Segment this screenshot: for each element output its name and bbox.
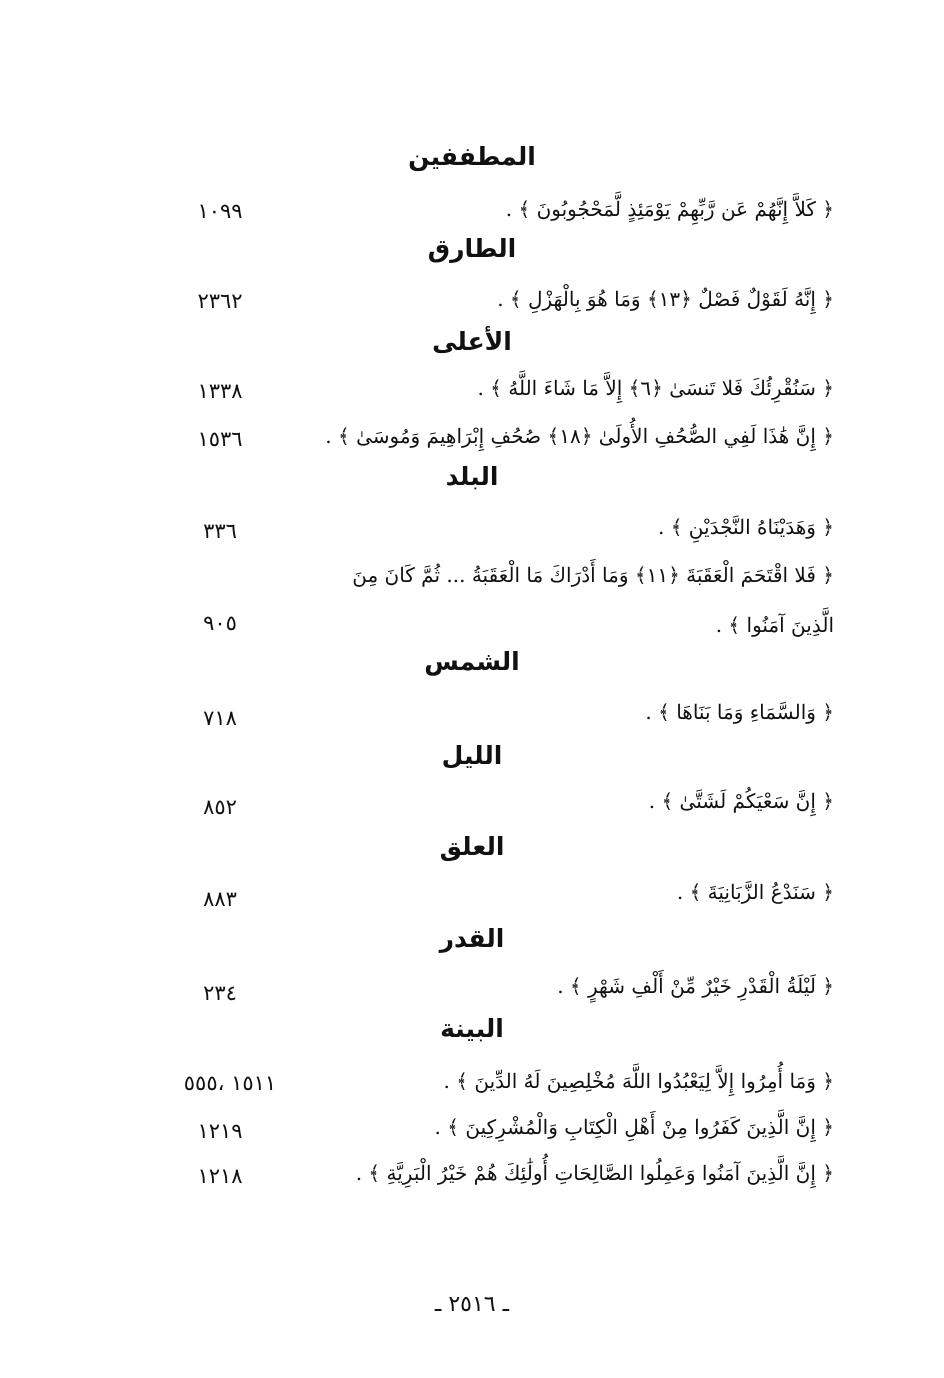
verse-text: ﴿ وَهَدَيْنَاهُ النَّجْدَيْنِ ﴾ .: [658, 515, 834, 539]
verse-text: ﴿ سَنُقْرِئُكَ فَلا تَنسَىٰ ﴿٦﴾ إِلاَّ مَا شَاءَ اللَّهُ ﴾ .: [477, 376, 834, 400]
surah-heading: الطارق: [427, 234, 517, 263]
surah-heading: الأعلى: [432, 327, 512, 356]
reference-number: ٨٨٣: [203, 887, 237, 911]
reference-number: ٢٣٤: [203, 981, 237, 1005]
verse-text: ﴿ إِنَّ الَّذِينَ آمَنُوا وَعَمِلُوا الصَّالِحَاتِ أُولَٰئِكَ هُمْ خَيْرُ الْبَرِيَّةِ ﴾ .: [355, 1161, 834, 1185]
reference-number: ١٣٣٨: [197, 379, 243, 403]
surah-heading: الليل: [441, 741, 503, 770]
verse-text: ﴿ فَلا اقْتَحَمَ الْعَقَبَةَ ﴿١١﴾ وَمَا أَدْرَاكَ مَا الْعَقَبَةُ ... ثُمَّ كَانَ مِنَ الَّذِينَ آمَنُوا ﴾ .: [352, 563, 834, 637]
verse-text: ﴿ إِنَّ هَٰذَا لَفِي الصُّحُفِ الأُولَىٰ ﴿١٨﴾ صُحُفِ إِبْرَاهِيمَ وَمُوسَىٰ ﴾ .: [325, 424, 834, 448]
surah-heading: المطففين: [408, 142, 536, 171]
verse-text: ﴿ لَيْلَةُ الْقَدْرِ خَيْرٌ مِّنْ أَلْفِ شَهْرٍ ﴾ .: [557, 974, 834, 998]
reference-number: ٨٥٢: [203, 795, 237, 819]
reference-number: ٣٣٦: [203, 519, 237, 543]
verse-text: ﴿ سَنَدْعُ الزَّبَانِيَةَ ﴾ .: [676, 880, 834, 904]
reference-number: ١٥١١ ،٥٥٥: [183, 1071, 277, 1095]
surah-heading: القدر: [439, 924, 505, 953]
verse-text: ﴿ وَالسَّمَاءِ وَمَا بَنَاهَا ﴾ .: [645, 700, 834, 724]
reference-number: ٢٣٦٢: [197, 289, 243, 313]
surah-heading: العلق: [439, 832, 505, 861]
reference-number: ٩٠٥: [203, 611, 237, 635]
surah-heading: البينة: [440, 1014, 504, 1043]
reference-number: ١٢١٨: [197, 1164, 243, 1188]
verse-text: ﴿ كَلاَّ إِنَّهُمْ عَن رَّبِّهِمْ يَوْمَئِذٍ لَّمَحْجُوبُونَ ﴾ .: [505, 197, 834, 221]
verse-text: ﴿ إِنَّهُ لَقَوْلٌ فَصْلٌ ﴿١٣﴾ وَمَا هُوَ بِالْهَزْلِ ﴾ .: [497, 287, 834, 311]
reference-number: ١٠٩٩: [197, 199, 243, 223]
verse-text: ﴿ إِنَّ سَعْيَكُمْ لَشَتَّىٰ ﴾ .: [648, 789, 834, 813]
verse-text: ﴿ إِنَّ الَّذِينَ كَفَرُوا مِنْ أَهْلِ الْكِتَابِ وَالْمُشْرِكِينَ ﴾ .: [434, 1115, 834, 1139]
reference-number: ١٢١٩: [197, 1119, 243, 1143]
verse-text: ﴿ وَمَا أُمِرُوا إِلاَّ لِيَعْبُدُوا اللَّهَ مُخْلِصِينَ لَهُ الدِّينَ ﴾ .: [443, 1069, 834, 1093]
surah-heading: البلد: [445, 462, 499, 491]
reference-number: ١٥٣٦: [197, 427, 243, 451]
page-number: ـ ٢٥١٦ ـ: [434, 1292, 510, 1317]
surah-heading: الشمس: [424, 647, 520, 676]
reference-number: ٧١٨: [203, 706, 237, 730]
